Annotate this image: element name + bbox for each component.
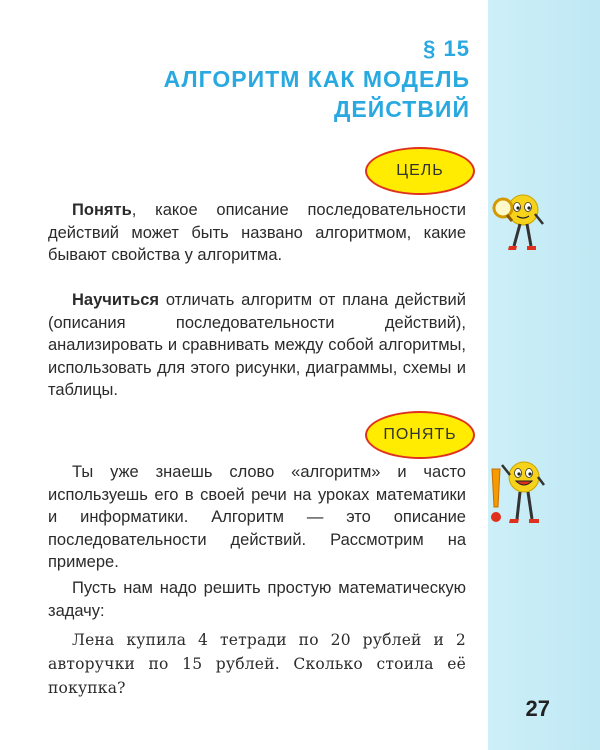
- understand-badge: ПОНЯТЬ: [365, 411, 475, 459]
- goal-text: , какое описание последовательности действий может быть названо алгоритмом, какие бывают свойства у алгоритма.: [48, 201, 466, 264]
- learn-text: отличать алгоритм от плана действий (описания последовательности действий), анализировать и сравнивать между собой алгоритмы, использовать для этого рисунки, диаграммы, схемы и таблицы.: [48, 291, 466, 399]
- task-lead-paragraph: [48, 577, 466, 622]
- task-text: Лена купила 4 тетради по 20 рублей и 2 авторучки по 15 рублей. Сколько стоила её покупка?: [48, 631, 466, 697]
- mascot-with-exclamation-icon: [484, 455, 550, 535]
- title-line-2: ДЕЙСТВИЙ: [333, 96, 470, 122]
- section-number: § 15: [423, 36, 470, 61]
- page-title: [50, 64, 470, 124]
- side-strip: [488, 0, 600, 750]
- goal-badge: ЦЕЛЬ: [365, 147, 475, 195]
- task-paragraph: [48, 628, 466, 700]
- intro-text: Ты уже знаешь слово «алгоритм» и часто используешь его в своей речи на уроках математики и информатики. Алгоритм — это описание последовательности действий. Рассмотрим на примере.: [48, 463, 466, 571]
- page-number: 27: [525, 696, 550, 721]
- intro-paragraph: [48, 461, 466, 574]
- task-lead-text: Пусть нам надо решить простую математическую задачу:: [48, 579, 466, 620]
- title-line-1: АЛГОРИТМ КАК МОДЕЛЬ: [163, 66, 470, 92]
- learn-keyword: Научиться: [72, 291, 160, 309]
- learn-paragraph: [48, 289, 466, 402]
- mascot-with-magnifier-icon: [489, 188, 549, 258]
- goal-keyword: Понять: [72, 201, 132, 219]
- goal-paragraph: [48, 199, 466, 267]
